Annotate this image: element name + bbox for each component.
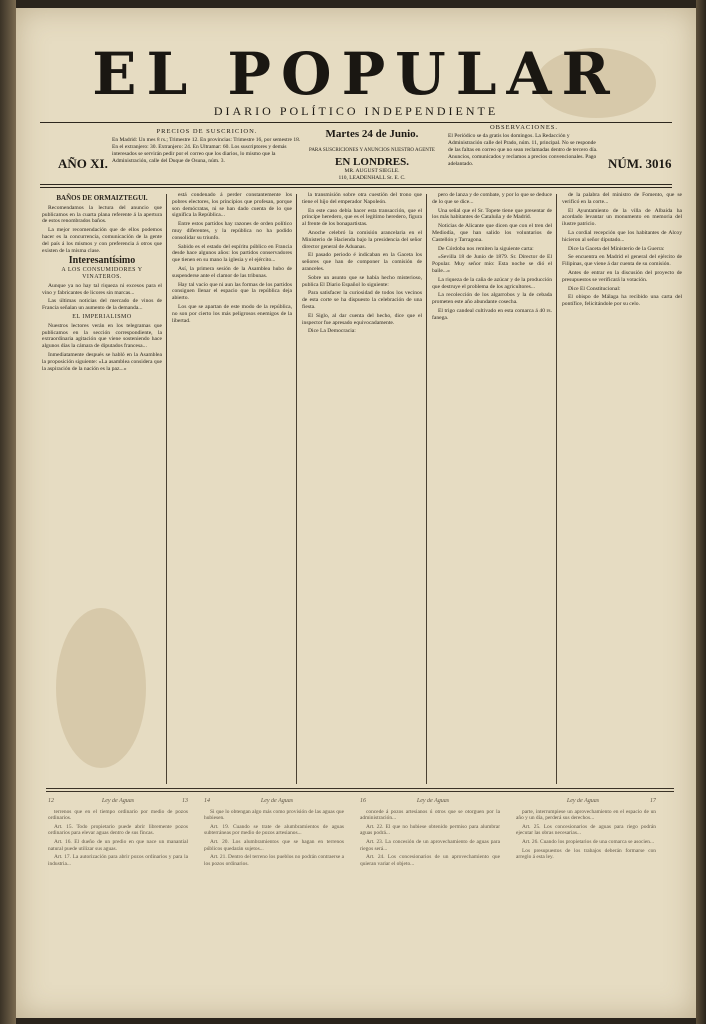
- page-label: 14: [204, 798, 210, 804]
- column-rule: [296, 194, 297, 784]
- law-label: Ley de Aguas: [566, 798, 600, 804]
- law-paragraph: terrenos que en el tiempo ordinario por medio de pozos ordinarios.: [48, 808, 188, 822]
- page-label-right: 17: [650, 798, 656, 804]
- article-paragraph: Aunque ya no hay tal riqueza ni excesos para el vino y fabricantes de licores sin marcas...: [42, 282, 162, 296]
- news-column: [432, 192, 552, 782]
- article-paragraph: De Córdoba nos remiten la siguiente carta:: [438, 245, 534, 252]
- article-paragraph: Dice La Democracia:: [308, 328, 356, 335]
- prices-text: En Madrid: Un mes 8 rs.; Trimestre 12. En provincias: Trimestre 16, por semestre 18. En el extranjero: 30. Extranjero: 24. En Ultramar: 60. Los suscriptores y demás interesados se servirán pedir por el correo que los diarios, lo mismo que la Administración, calle del Duque de Osuna, núm. 3.: [112, 137, 301, 164]
- article-paragraph: La recolección de los algarrobos y la de cebada prometen este año abundante cosecha.: [432, 292, 552, 306]
- article-paragraph: Para satisfacer la curiosidad de todos los vecinos de esta corte se ha dispuesto la celebración de una fiesta.: [302, 290, 422, 310]
- law-label: Ley de Aguas: [416, 798, 450, 804]
- article-paragraph: Hay tal vacío que ni aun las formas de los partidos consiguen llenar el espacio que la república deja abierto.: [172, 281, 292, 302]
- article-paragraph: Sobre un asunto que se había hecho misterioso, publica El Diario Español lo siguiente:: [302, 274, 422, 288]
- issue-date: Martes 24 de Junio.: [325, 128, 419, 140]
- page-label-right: 13: [182, 798, 188, 804]
- law-paragraph: Art. 20. Los alumbramientos que se hagan en terrenos públicos quedarán sujetos...: [204, 838, 344, 852]
- year-label: AÑO XI.: [58, 156, 108, 171]
- article-paragraph: La cordial recepción que los habitantes de Alcoy hicieron al señor diputado...: [562, 229, 682, 243]
- article-paragraph: La mejor recomendación que de ellos podemos hacer es la concurrencia, comunicación de la gente del país á los mismos y con preferencia á otros que existen de la misma clase.: [42, 227, 162, 254]
- article-paragraph: Los que se apartan de este modo de la república, no son por cierto los más peligrosos enemigos de la libertad.: [172, 303, 292, 324]
- law-paragraph: concede á pozos artesianos ú otros que se otorguen por la administración...: [360, 808, 500, 822]
- law-paragraph: Art. 19. Cuando se trate de alumbramientos de aguas subterráneas por medio de pozos artesianos...: [204, 823, 344, 837]
- article-paragraph: pero de lanza y de combate, y por lo que se deduce de lo que se dice...: [432, 192, 552, 205]
- law-paragraph: Art. 23. La concesión de un aprovechamiento de aguas para riegos será...: [360, 838, 500, 852]
- news-column: [42, 192, 162, 782]
- header-rule: [40, 122, 672, 123]
- law-paragraph: Si que lo obtengan algo más como provisión de las aguas que hubiesen.: [204, 808, 344, 822]
- article-paragraph: está condenado á perder constantemente los pobres electores, los principios que profesan, porque son demócratas, ni se han dado cuenta de lo que significa la República...: [172, 192, 292, 219]
- article-paragraph: Entre estos partidos hay razones de orden político muy diferentes, y la república no ha podido consolidar su triunfo.: [172, 221, 292, 241]
- article-paragraph: Así, la primera sesión de la Asamblea hubo de suspenderse ante el clamor de las tribunas.: [172, 265, 292, 279]
- law-label: Ley de Aguas: [260, 798, 294, 804]
- article-subhead: A LOS CONSUMIDORES Y VINATEROS.: [61, 267, 143, 280]
- law-column: [360, 798, 500, 1008]
- page-label: 12: [48, 798, 54, 804]
- article-paragraph: Inmediatamente después se habló en la Asamblea la proposición siguiente: «La asamblea considera que la aspiración de la nación es la paz...»: [42, 351, 162, 372]
- subscriptions-note: PARA SUSCRICIONES Y ANUNCIOS NUESTRO AGENTE: [309, 148, 435, 153]
- law-paragraph: Art. 26. Cuando los propietarios de una comarca se asocien...: [522, 838, 655, 845]
- law-paragraph: Art. 16. El dueño de un predio en que nace un manantial natural puede utilizar sus aguas.: [48, 838, 188, 852]
- law-paragraph: Art. 24. Los concesionarios de un aprovechamiento que quieran variar el objeto...: [360, 854, 500, 867]
- page-edge: [696, 0, 706, 1024]
- agent-name: MR. AUGUST SIEGLE.: [344, 168, 400, 174]
- article-headline: Interesantísimo: [68, 255, 136, 267]
- section-rule-double: [46, 791, 674, 792]
- article-paragraph: En este caso debía hacer esta transacción, que el príncipe heredero, que es el legítimo heredero, figura al frente de los bonapartistas.: [302, 207, 422, 228]
- article-paragraph: Dice El Constitucional:: [568, 285, 621, 292]
- article-paragraph: El obispo de Málaga ha recibido una carta del pontífice, felicitándole por su celo.: [562, 294, 682, 308]
- page-label: 16: [360, 798, 366, 804]
- observations-text: El Periódico se da gratis los domingos. La Redacción y Administración calle del Prado, núm. 11, principal. No se responde de las faltas en correo que no sean reclamadas dentro de tercero día. Anuncios, comunicados y reclamos a precios convencionales. Pago adelantado.: [448, 133, 598, 167]
- masthead-title: EL POPULAR: [92, 40, 620, 108]
- article-paragraph: El Siglo, al dar cuenta del hecho, dice que el inspector fue apresado equivocadamente.: [302, 312, 422, 326]
- law-paragraph: Art. 15. Todo propietario puede abrir libremente pozos ordinarios para elevar aguas dentro de sus fincas.: [48, 823, 188, 837]
- law-column: [204, 798, 344, 1008]
- law-column-header: [360, 798, 500, 805]
- article-paragraph: «Sevilla 18 de Junio de 1879. Sr. Director de El Popular. Muy señor mío: Esta noche se dió el baile...»: [432, 254, 552, 274]
- header-rule-bottom-double: [40, 187, 672, 188]
- news-column: [302, 192, 422, 782]
- article-paragraph: El trigo candeal cultivado en esta comarca á 40 rs. fanega.: [432, 307, 552, 321]
- article-paragraph: Recomendamos la lectura del anuncio que publicamos en la cuarta plana referente á la apertura de estos renombrados baños.: [42, 204, 162, 225]
- law-paragraph: Los presupuestos de los trabajos deberán formarse con arreglo á esta ley.: [516, 847, 656, 861]
- header-rule-bottom: [40, 184, 672, 185]
- article-paragraph: Dice la Gaceta del Ministerio de la Guerra:: [568, 245, 665, 252]
- law-column-header: [48, 798, 188, 805]
- london-agency: EN LONDRES.: [335, 156, 409, 168]
- law-column-header: [516, 798, 656, 805]
- article-paragraph: Se encuentra en Madrid el general del ejército de Filipinas, que viene á dar cuenta de su comisión.: [562, 254, 682, 268]
- law-column: [48, 798, 188, 1008]
- article-paragraph: Sabido es el estado del espíritu público en Francia desde hace algunos años: los partidos conservadores que tienen en su mano la iglesia y el ejército...: [172, 243, 292, 264]
- article-paragraph: Nuestros lectores verán en los telegramas que publicamos en la sección correspondiente, la extraordinaria agitación que viene sosteniendo hace algunos días la cámara de diputados francesa...: [42, 322, 162, 350]
- article-paragraph: de la palabra del ministro de Fomento, que se verificó en la corte...: [562, 192, 682, 205]
- article-paragraph: El pasado periodo é indicaban en la Gaceta los señores que han de componer la comisión de aranceles.: [302, 252, 422, 272]
- newspaper-page: [16, 8, 696, 1018]
- agent-address: 110, LEADENHALL St. E. C.: [338, 175, 406, 181]
- article-heading: BAÑOS DE ORMAIZTEGUI.: [56, 194, 148, 202]
- header-center: [302, 128, 442, 182]
- column-rule: [426, 194, 427, 784]
- article-paragraph: Antes de entrar en la discusión del proyecto de presupuestos se verificará la votación.: [562, 269, 682, 283]
- article-paragraph: Anoche celebró la comisión arancelaria en el Ministerio de Hacienda bajo la presidencia del señor director general de Aduanas.: [302, 229, 422, 250]
- masthead-subtitle: DIARIO POLÍTICO INDEPENDIENTE: [213, 104, 499, 118]
- article-paragraph: La riqueza de la caña de azúcar y de la producción que destruye el problema de los agricultores...: [432, 276, 552, 290]
- law-paragraph: Art. 25. Los concesionarios de aguas para riego podrán ejecutar las obras necesarias...: [516, 823, 656, 837]
- subscription-prices: [112, 128, 302, 165]
- article-paragraph: El Ayuntamiento de la villa de Albaida ha acordado levantar un monumento en memoria del ilustre patricio.: [562, 207, 682, 228]
- law-paragraph: Art. 22. El que no hubiese obtenido permiso para alumbrar aguas podrá...: [360, 823, 500, 837]
- column-rule: [166, 194, 167, 784]
- article-paragraph: Noticias de Alicante que dicen que con el tren del Mediodía, que han salido los voluntarios de Castellón y Tarragona.: [432, 223, 552, 243]
- law-column-header: [204, 798, 344, 805]
- section-rule: [46, 788, 674, 789]
- law-label: Ley de Aguas: [101, 798, 135, 804]
- article-paragraph: la transmisión sobre otra cuestión del trono que tiene el hijo del emperador Napoleón.: [302, 192, 422, 205]
- page-gutter: [0, 0, 16, 1024]
- column-rule: [556, 194, 557, 784]
- law-paragraph: Art. 17. La autorización para abrir pozos ordinarios y para la industria...: [48, 854, 188, 867]
- issue-number: NÚM. 3016: [608, 156, 672, 171]
- article-subhead: EL IMPERIALISMO: [72, 313, 132, 320]
- observations: [448, 124, 600, 168]
- news-column: [562, 192, 682, 782]
- prices-heading: PRECIOS DE SUSCRICION.: [156, 128, 258, 135]
- law-paragraph: parte, interrumpiese un aprovechamiento en el espacio de un año y un día, perderá sus derechos...: [516, 808, 656, 822]
- law-column: [516, 798, 656, 1008]
- law-paragraph: Art. 21. Dentro del terreno los pueblos no podrán contraerse a los pozos ordinarios.: [204, 854, 344, 867]
- article-paragraph: Las últimas noticias del mercado de vinos de Francia señalan un aumento de la demanda...: [42, 298, 162, 312]
- news-column: [172, 192, 292, 782]
- article-paragraph: Una señal que el Sr. Topete tiene que presentar de los más habitantes de Cataluña y de Madrid.: [432, 207, 552, 221]
- observations-heading: OBSERVACIONES.: [489, 124, 559, 131]
